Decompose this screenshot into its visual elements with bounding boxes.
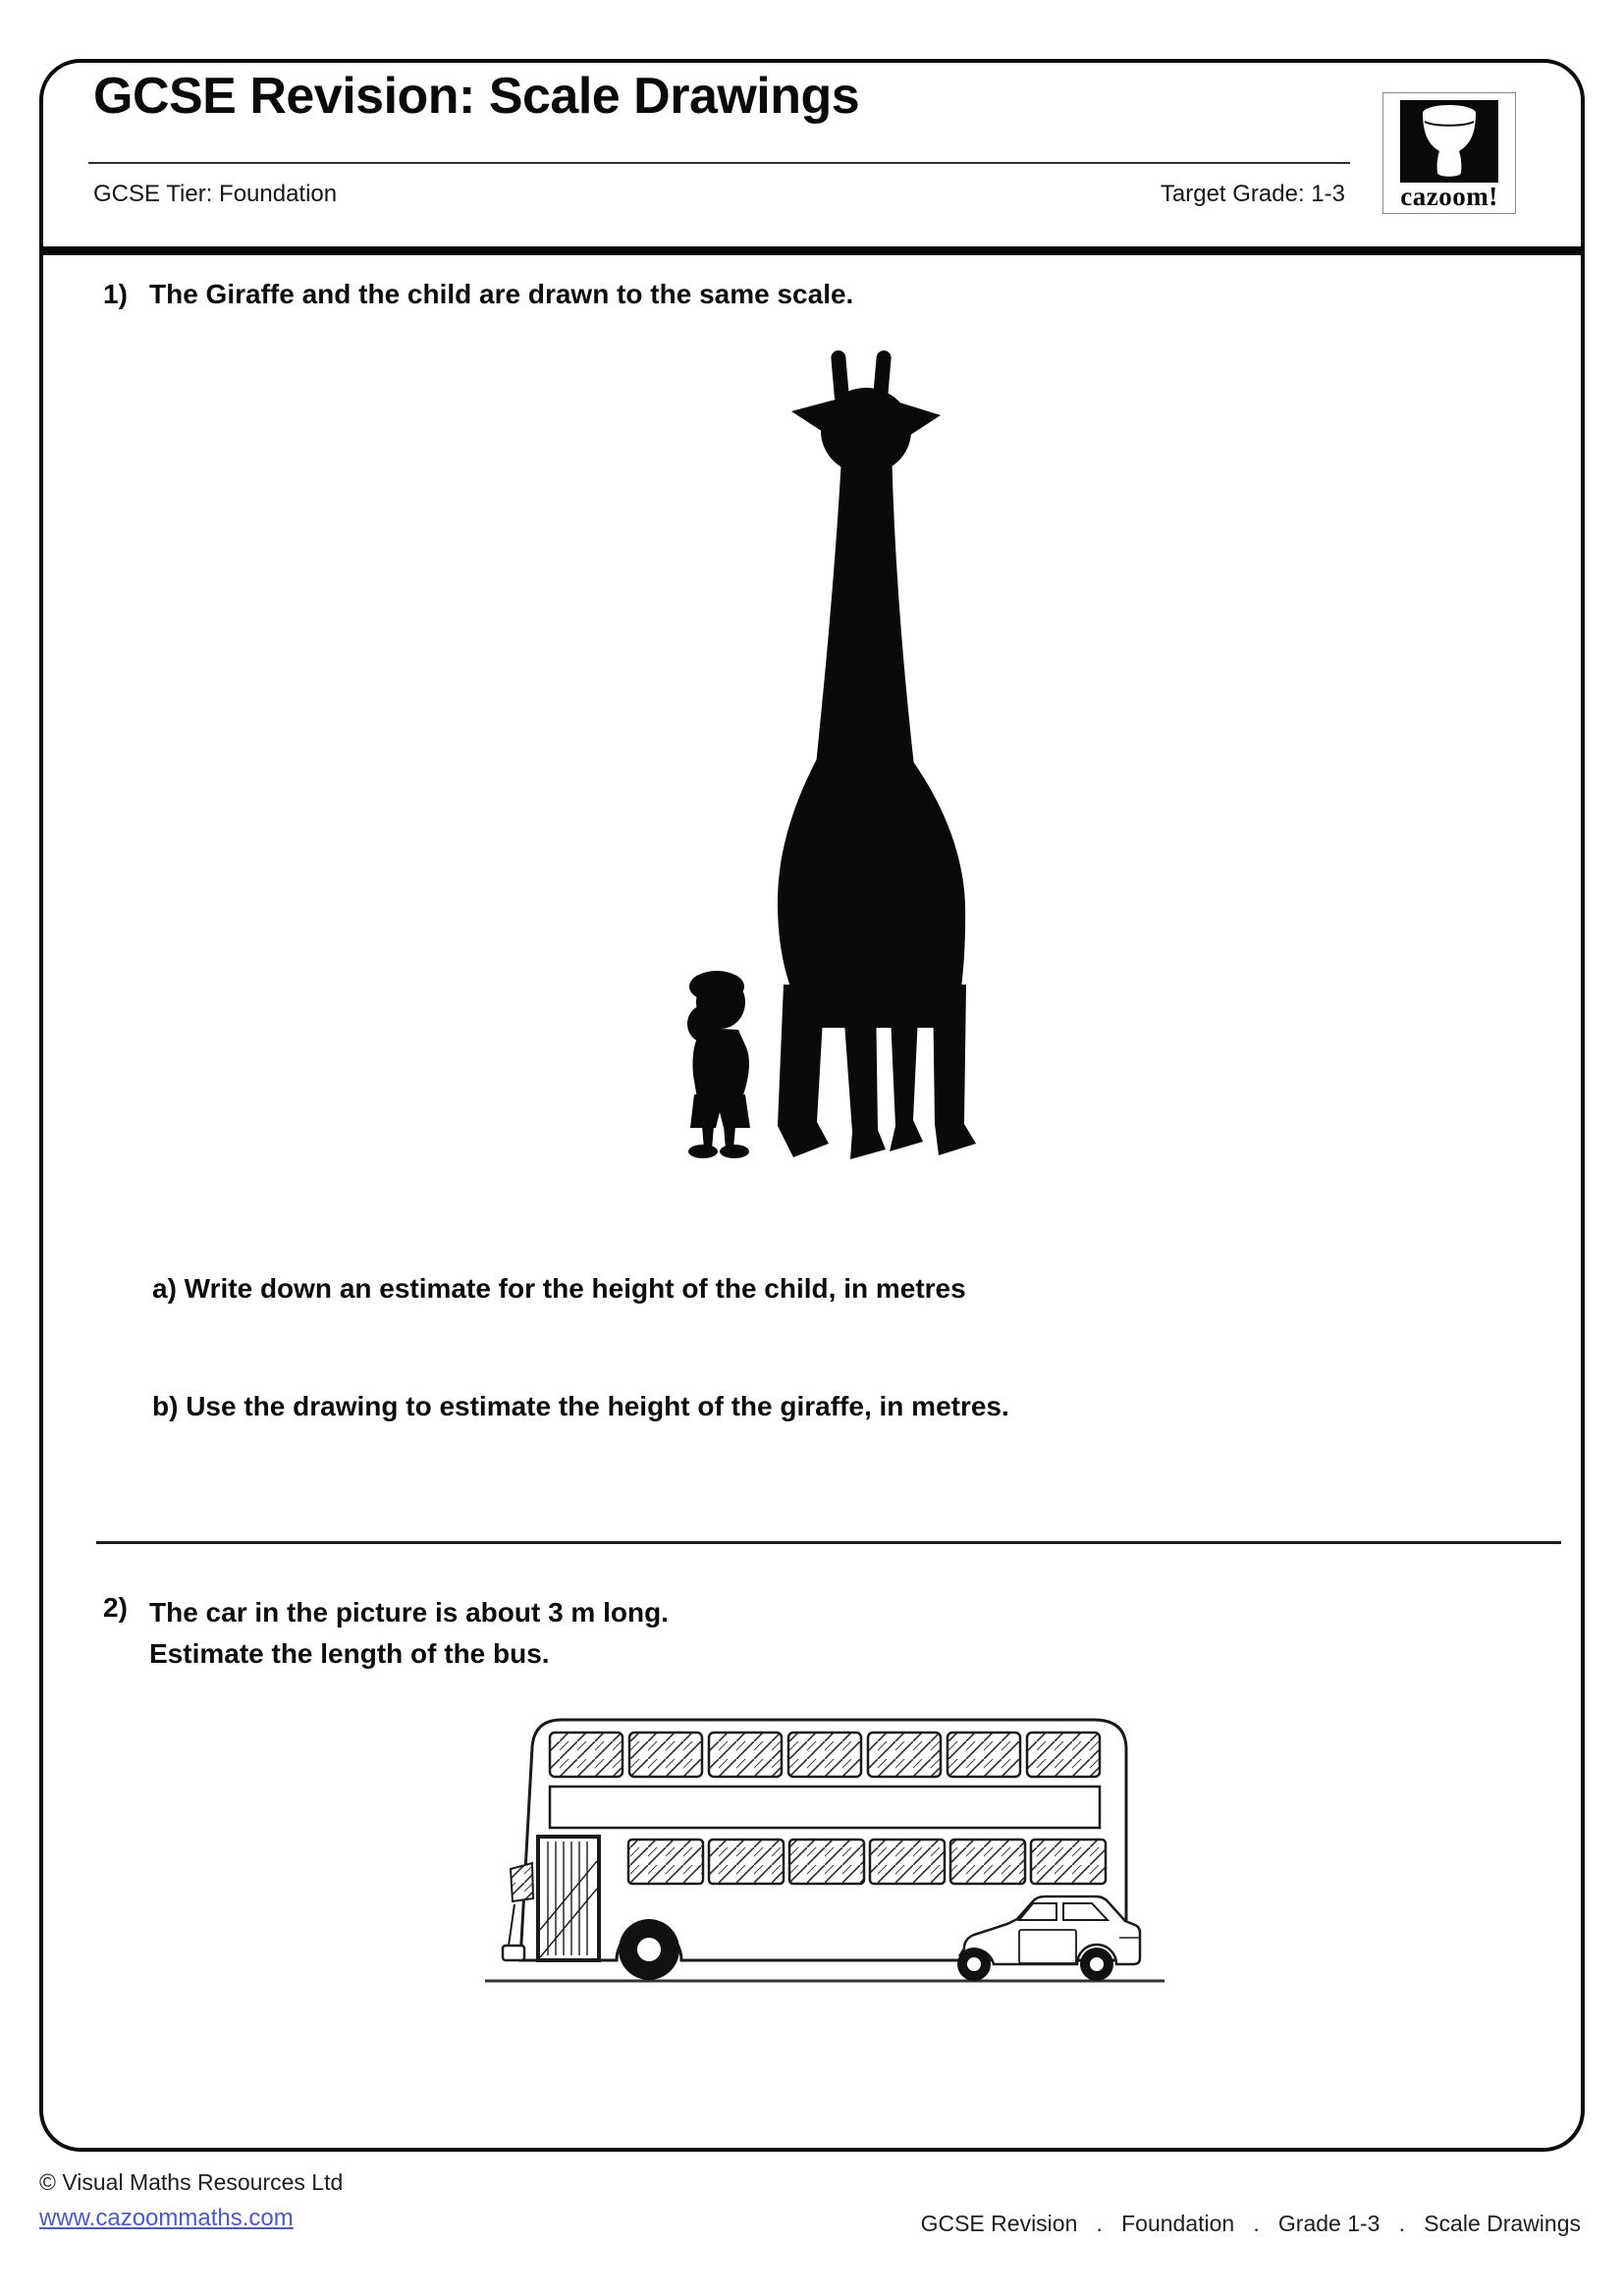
giraffe-silhouette — [778, 349, 976, 1159]
question1-figure — [648, 347, 982, 1161]
tier-label: GCSE Tier: Foundation — [93, 181, 338, 207]
cazoom-logo — [1382, 92, 1516, 214]
bus-door — [538, 1837, 599, 1960]
header-divider — [43, 246, 1581, 255]
title-underline — [88, 162, 1350, 164]
question2-prompt-line1: The car in the picture is about 3 m long. — [149, 1597, 669, 1628]
website-link[interactable]: www.cazoommaths.com — [39, 2205, 294, 2231]
question2-number: 2) — [103, 1592, 128, 1623]
question1-part-b: b) Use the drawing to estimate the height of the giraffe, in metres. — [152, 1391, 1009, 1421]
djembe-drum-icon — [1400, 100, 1498, 183]
question-divider-line — [96, 1541, 1561, 1544]
copyright-text: © Visual Maths Resources Ltd — [39, 2169, 344, 2195]
question2-prompt — [149, 1592, 669, 1675]
question1-prompt: The Giraffe and the child are drawn to the same scale. — [149, 279, 854, 309]
question1-part-a: a) Write down an estimate for the height of the child, in metres — [152, 1273, 966, 1304]
page-title: GCSE Revision: Scale Drawings — [93, 68, 860, 125]
child-silhouette — [687, 971, 750, 1158]
logo-wordmark: cazoom! — [1400, 182, 1498, 211]
question2-figure — [471, 1706, 1178, 2030]
bus-windscreen — [511, 1863, 533, 1901]
target-grade-label: Target Grade: 1-3 — [1160, 181, 1345, 207]
question1-number: 1) — [103, 279, 128, 309]
bus-bumper — [503, 1946, 524, 1960]
question2-prompt-line2: Estimate the length of the bus. — [149, 1638, 550, 1669]
breadcrumb: GCSE Revision . Foundation . Grade 1-3 . Scale Drawings — [920, 2211, 1581, 2236]
